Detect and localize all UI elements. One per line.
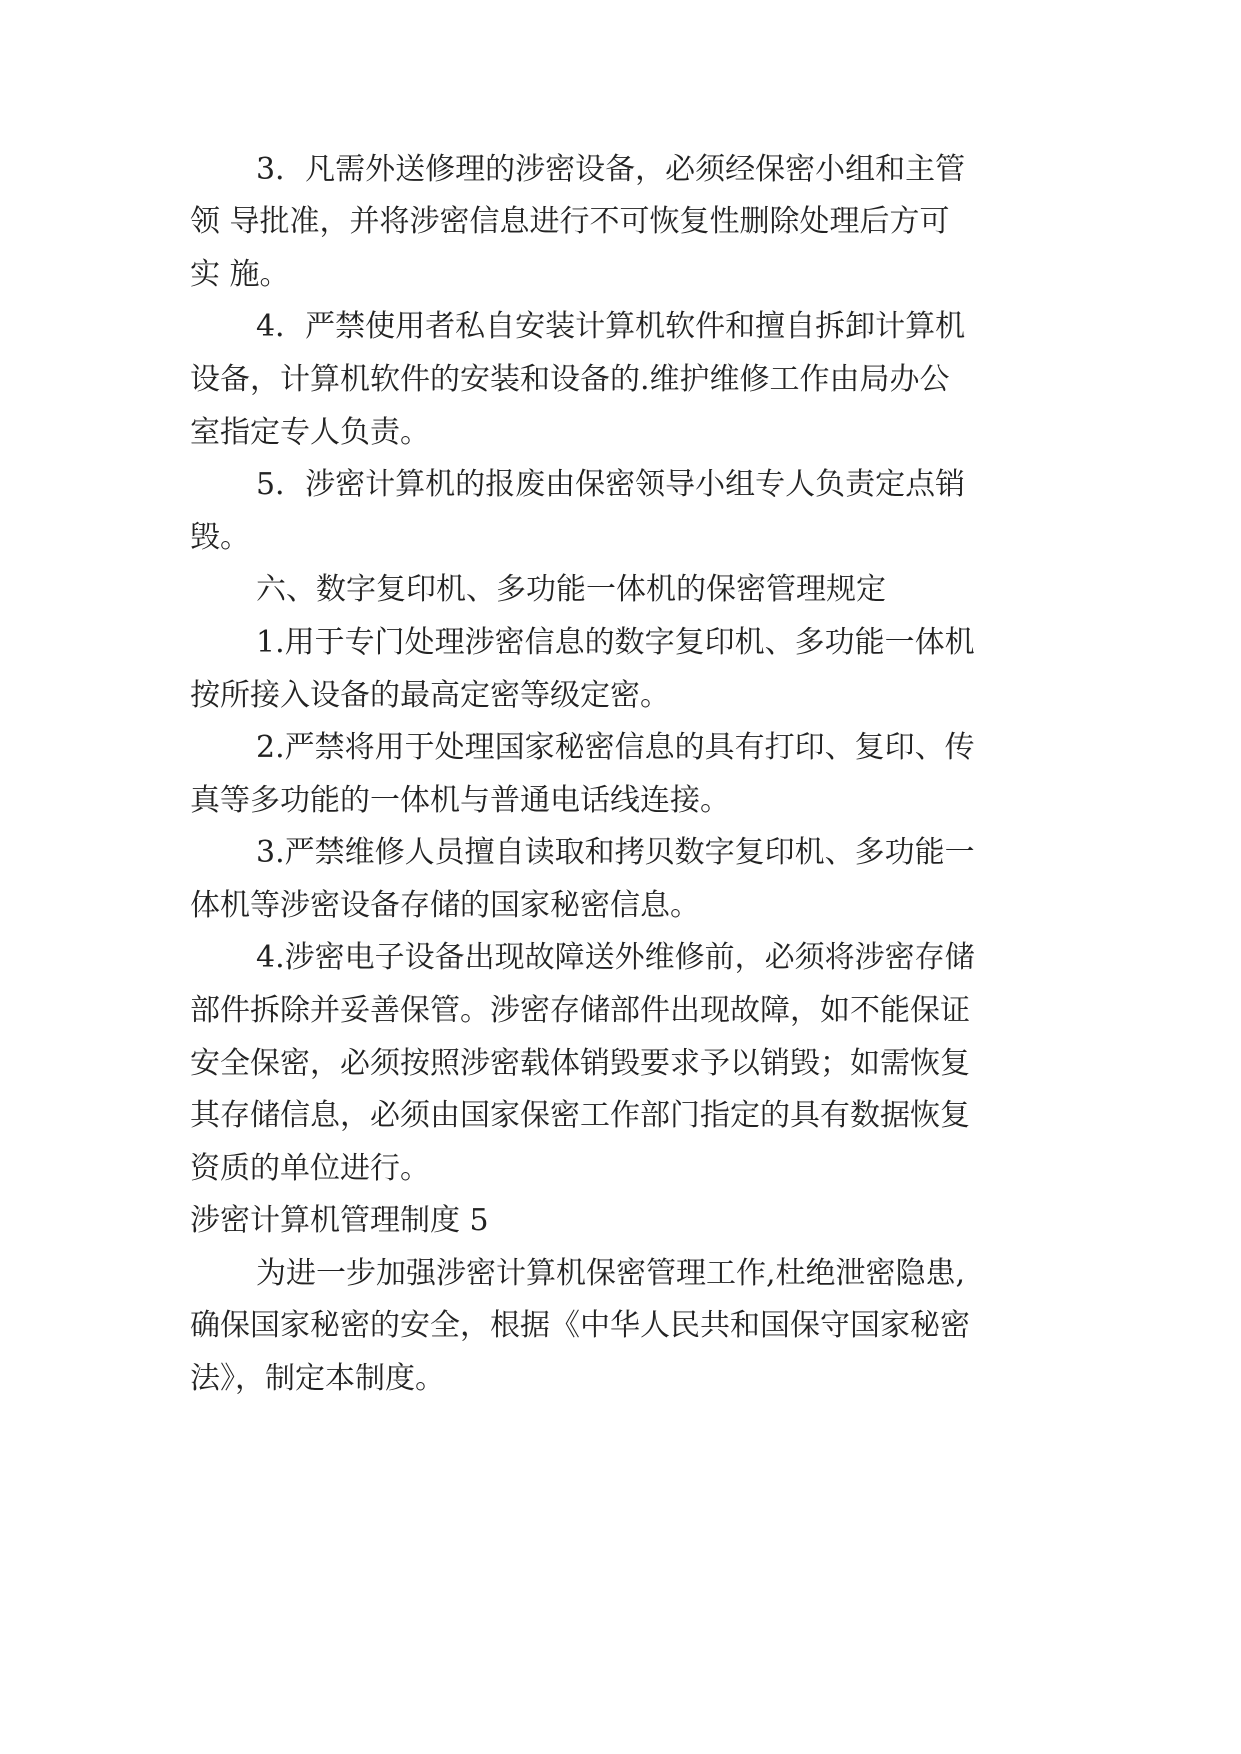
copier-item-4-line-5: 资质的单位进行。	[190, 1151, 430, 1186]
document-title: 涉密计算机管理制度 5	[190, 1203, 489, 1238]
paragraph-3-line-3: 实 施。	[190, 257, 290, 292]
copier-item-4-line-2: 部件拆除并妥善保管。涉密存储部件出现故障，如不能保证	[190, 993, 970, 1028]
paragraph-5-line-1: 5．涉密计算机的报废由保密领导小组专人负责定点销	[256, 467, 966, 502]
copier-item-2-line-2: 真等多功能的一体机与普通电话线连接。	[190, 783, 730, 818]
intro-paragraph-line-1: 为进一步加强涉密计算机保密管理工作,杜绝泄密隐患,	[256, 1256, 966, 1291]
paragraph-3-line-1: 3．凡需外送修理的涉密设备，必须经保密小组和主管	[256, 152, 966, 187]
paragraph-5-line-2: 毁。	[190, 520, 250, 555]
copier-item-4-line-4: 其存储信息，必须由国家保密工作部门指定的具有数据恢复	[190, 1098, 970, 1133]
copier-item-4-line-3: 安全保密，必须按照涉密载体销毁要求予以销毁；如需恢复	[190, 1046, 970, 1081]
copier-item-1-line-2: 按所接入设备的最高定密等级定密。	[190, 678, 670, 713]
copier-item-3-line-1: 3.严禁维修人员擅自读取和拷贝数字复印机、多功能一	[256, 835, 975, 870]
paragraph-4-line-3: 室指定专人负责。	[190, 415, 430, 450]
paragraph-3-line-2: 领 导批准，并将涉密信息进行不可恢复性删除处理后方可	[190, 204, 950, 239]
copier-item-1-line-1: 1.用于专门处理涉密信息的数字复印机、多功能一体机	[256, 625, 975, 660]
paragraph-4-line-1: 4．严禁使用者私自安装计算机软件和擅自拆卸计算机	[256, 309, 966, 344]
copier-item-3-line-2: 体机等涉密设备存储的国家秘密信息。	[190, 888, 700, 923]
copier-item-4-line-1: 4.涉密电子设备出现故障送外维修前，必须将涉密存储	[256, 940, 975, 975]
intro-paragraph-line-2: 确保国家秘密的安全，根据《中华人民共和国保守国家秘密	[190, 1308, 970, 1343]
paragraph-4-line-2: 设备，计算机软件的安装和设备的.维护维修工作由局办公	[190, 362, 950, 397]
intro-paragraph-line-3: 法》，制定本制度。	[190, 1361, 445, 1396]
copier-item-2-line-1: 2.严禁将用于处理国家秘密信息的具有打印、复印、传	[256, 730, 975, 765]
section-heading-6: 六、数字复印机、多功能一体机的保密管理规定	[256, 572, 886, 607]
